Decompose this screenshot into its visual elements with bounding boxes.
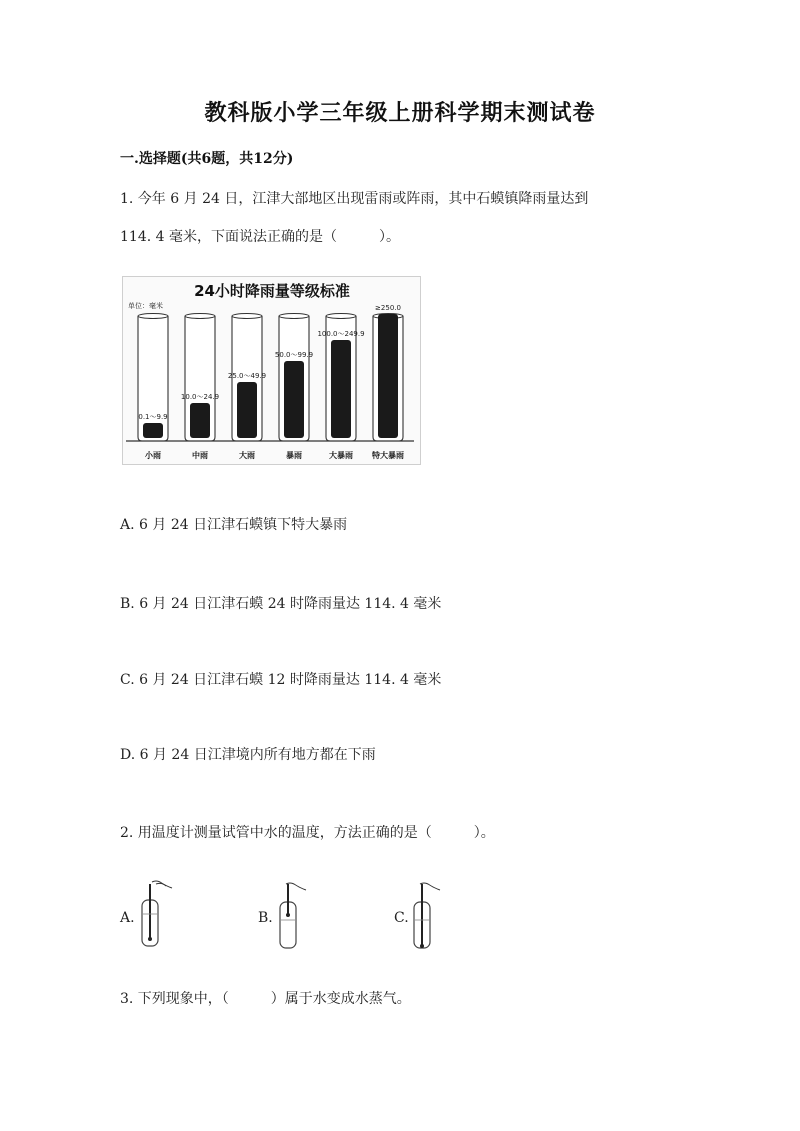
chart-range-label-6: ≥250.0 <box>375 304 401 312</box>
chart-bar-4 <box>284 361 304 438</box>
question-2-text: 2. 用温度计测量试管中水的温度，方法正确的是（ ）。 <box>120 825 495 841</box>
option-d[interactable]: D. 6 月 24 日江津境内所有地方都在下雨 <box>120 747 376 763</box>
chart-category-label-2: 中雨 <box>192 451 208 460</box>
chart-category-label-5: 大暴雨 <box>329 451 353 460</box>
chart-bar-3 <box>237 382 257 438</box>
chart-range-label-3: 25.0～49.9 <box>227 372 267 380</box>
chart-category-label-4: 暴雨 <box>286 451 302 460</box>
section-heading: 一.选择题(共6题，共12分) <box>120 151 294 167</box>
chart-tube-rim-5 <box>326 314 356 319</box>
question-1-line-1: 1. 今年 6 月 24 日，江津大部地区出现雷雨或阵雨，其中石蟆镇降雨量达到 <box>120 191 589 207</box>
chart-tube-rim-4 <box>279 314 309 319</box>
chart-bar-5 <box>331 340 351 438</box>
chart-category-label-1: 小雨 <box>145 451 161 460</box>
chart-tube-1 <box>138 316 168 441</box>
chart-range-label-1: 0.1～9.9 <box>138 413 168 421</box>
q2-option-a-label[interactable]: A. <box>120 910 135 926</box>
chart-category-label-6: 特大暴雨 <box>372 451 404 460</box>
question-3-text: 3. 下列现象中，（ ）属于水变成水蒸气。 <box>120 991 411 1007</box>
chart-range-label-2: 10.0～24.9 <box>180 393 220 401</box>
q2-option-c-image[interactable] <box>406 880 446 952</box>
q2-option-c-label[interactable]: C. <box>394 910 409 926</box>
chart-range-label-5: 100.0～249.9 <box>317 330 365 338</box>
rainfall-chart <box>122 276 424 466</box>
question-1-line-2: 114. 4 毫米，下面说法正确的是（ ）。 <box>120 229 400 245</box>
chart-bar-1 <box>143 423 163 438</box>
chart-unit-label: 单位：毫米 <box>128 302 163 310</box>
option-a[interactable]: A. 6 月 24 日江津石蟆镇下特大暴雨 <box>120 517 348 533</box>
chart-category-label-3: 大雨 <box>239 451 255 460</box>
option-c[interactable]: C. 6 月 24 日江津石蟆 12 时降雨量达 114. 4 毫米 <box>120 672 442 688</box>
chart-tube-rim-3 <box>232 314 262 319</box>
chart-tube-rim-1 <box>138 314 168 319</box>
option-b[interactable]: B. 6 月 24 日江津石蟆 24 时降雨量达 114. 4 毫米 <box>120 596 442 612</box>
chart-tube-rim-2 <box>185 314 215 319</box>
q2-option-a-image[interactable] <box>134 878 174 950</box>
chart-bar-2 <box>190 403 210 438</box>
q2-option-b-label[interactable]: B. <box>258 910 273 926</box>
chart-bar-6 <box>378 314 398 438</box>
page-title: 教科版小学三年级上册科学期末测试卷 <box>204 100 596 126</box>
q2-option-b-image[interactable] <box>272 880 312 952</box>
chart-title: 24小时降雨量等级标准 <box>194 282 350 300</box>
chart-range-label-4: 50.0～99.9 <box>274 351 314 359</box>
